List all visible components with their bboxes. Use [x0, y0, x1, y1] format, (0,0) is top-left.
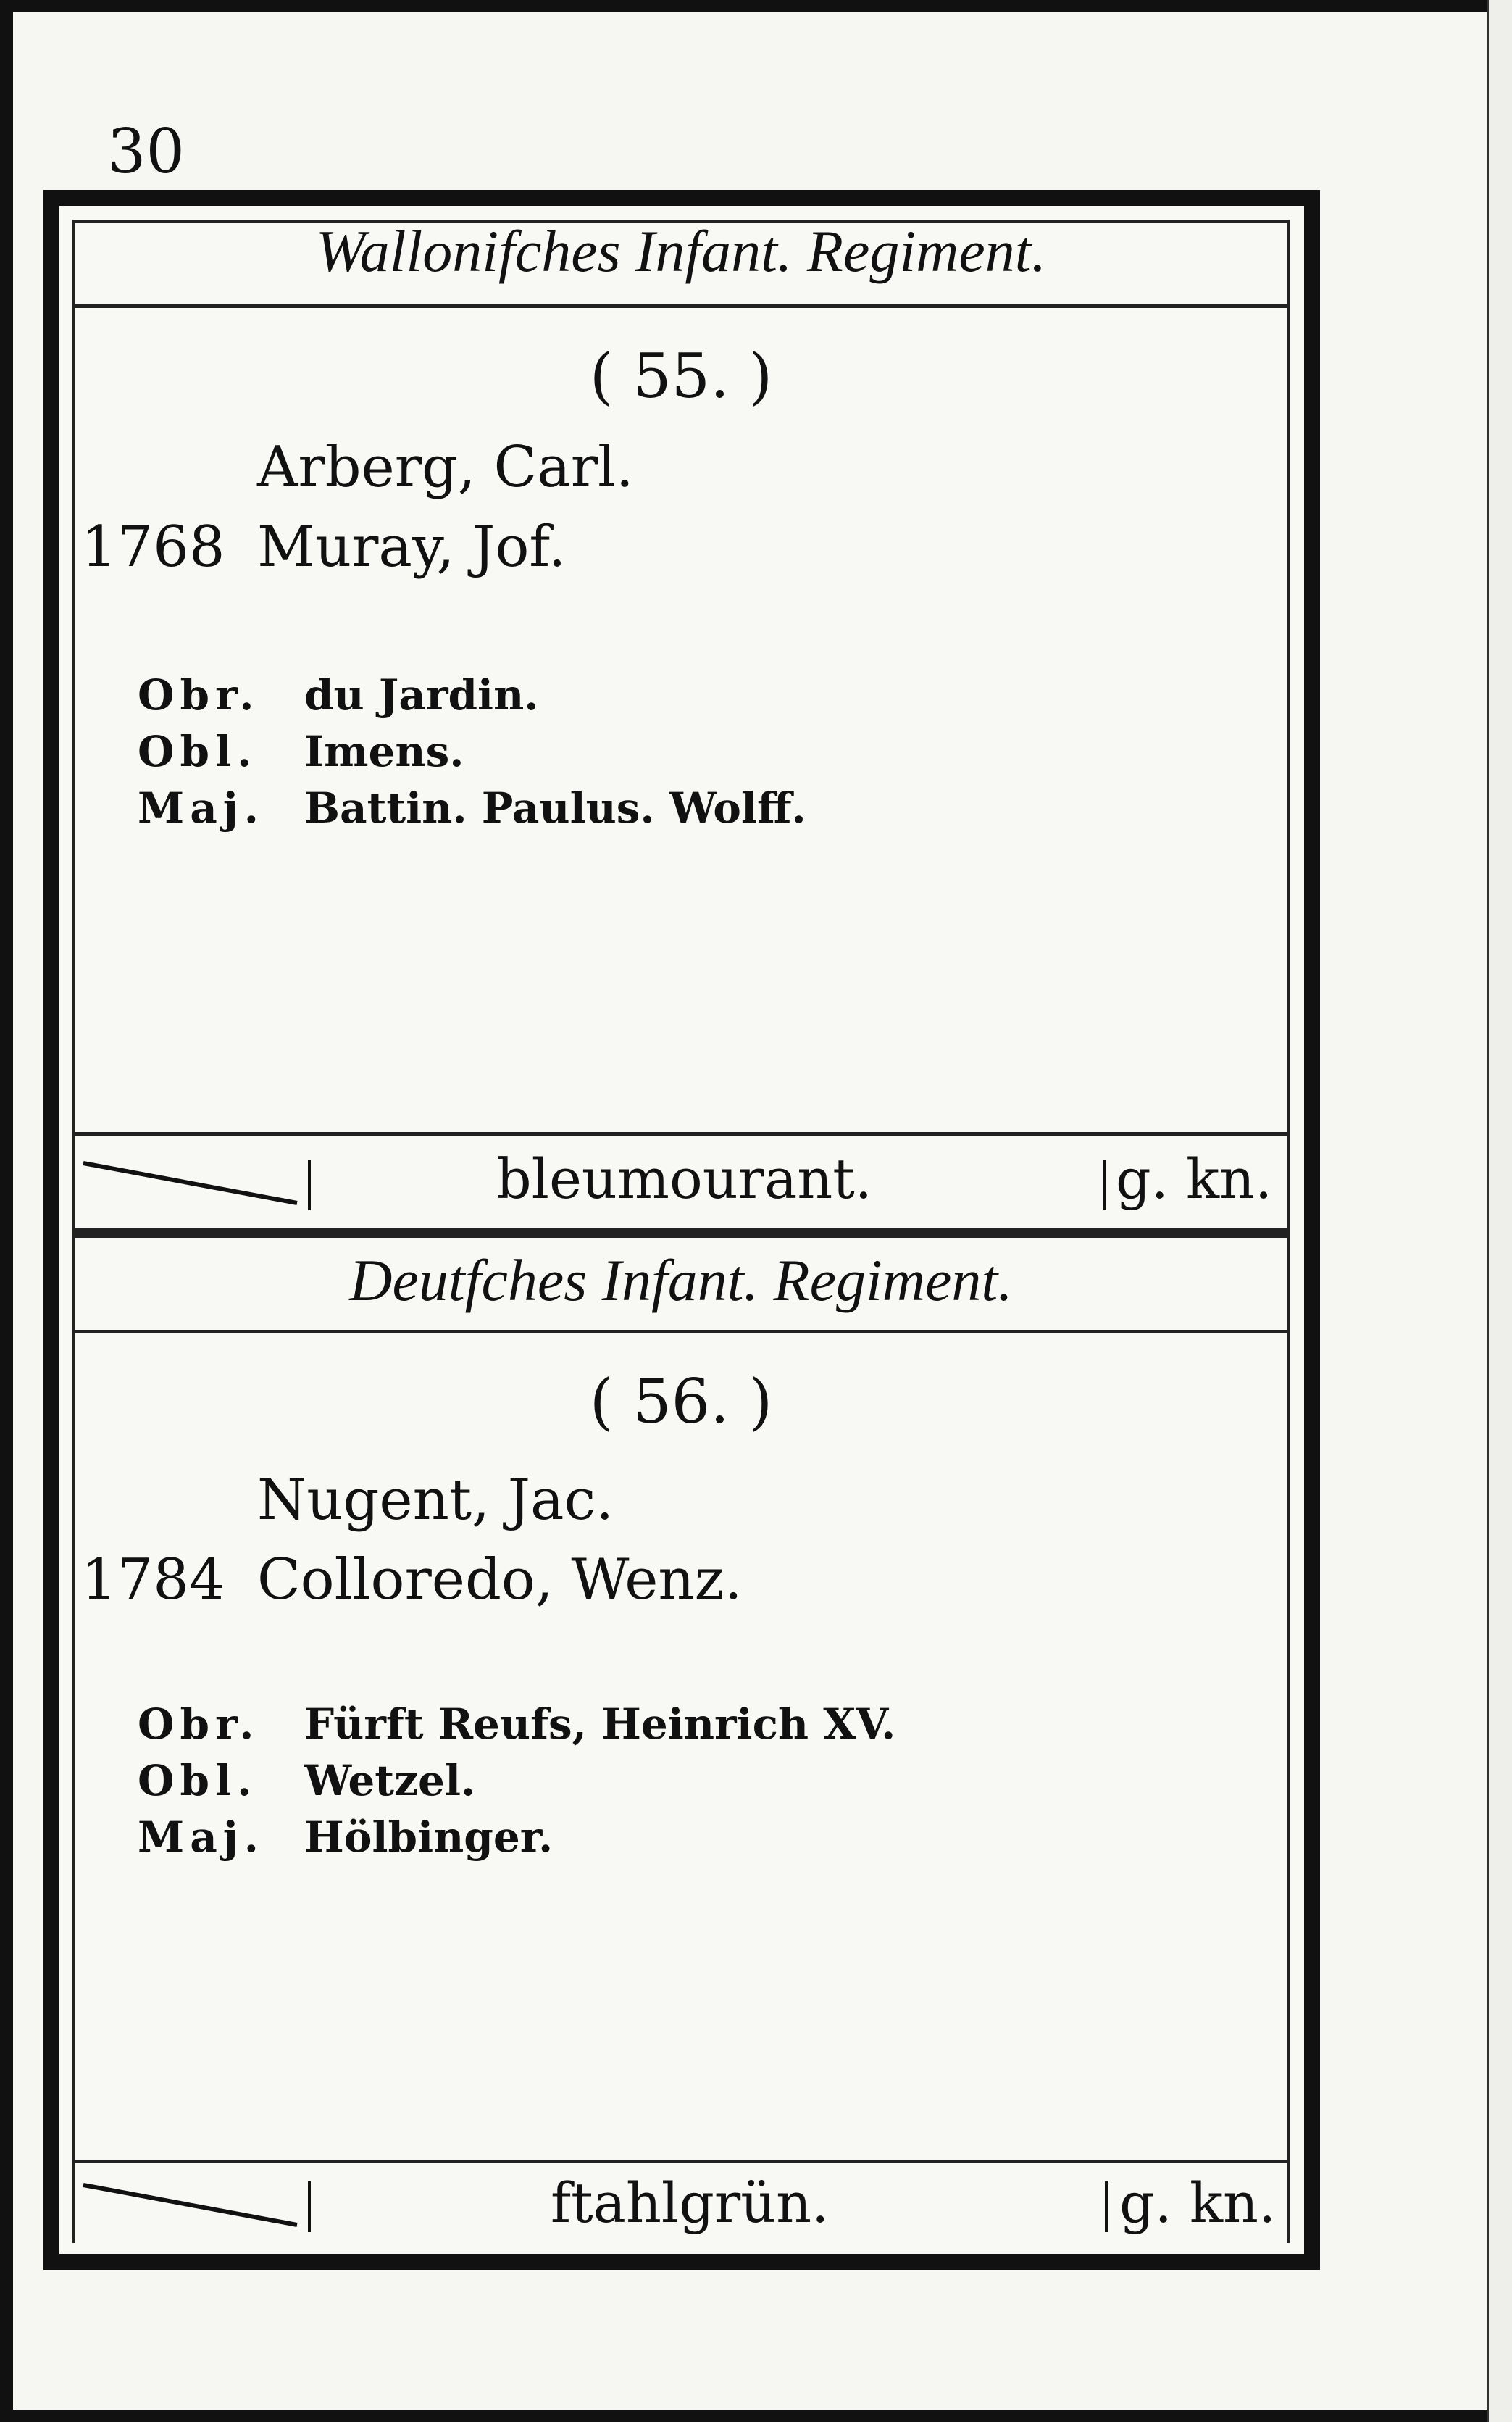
- officer-names: du Jardin.: [304, 670, 539, 720]
- officer-row: [138, 670, 538, 720]
- officer-row: [138, 1699, 895, 1749]
- scan-edge-bottom: [0, 2410, 1512, 2422]
- officer-row: [138, 783, 806, 833]
- diagonal-stroke: [80, 1152, 304, 1210]
- officer-names: Imens.: [304, 727, 464, 776]
- regiment-number: ( 56. ): [589, 1366, 773, 1437]
- regiment-title: Deutfches Infant. Regiment.: [349, 1247, 1013, 1313]
- title-rule-bottom: [72, 304, 1290, 308]
- owner-name: Colloredo, Wenz.: [257, 1547, 743, 1612]
- officer-names: Fürft Reufs, Heinrich XV.: [304, 1699, 896, 1749]
- regiment-number: ( 55. ): [589, 341, 773, 412]
- facing-colour: ftahlgrün.: [551, 2171, 830, 2235]
- scan-edge-top: [0, 0, 1512, 12]
- officer-rank: Maj.: [138, 783, 264, 833]
- button-colour: g. kn.: [1119, 2171, 1277, 2235]
- owner-name: Nugent, Jac.: [257, 1468, 614, 1533]
- section-separator: [72, 1228, 1290, 1238]
- page-number: 30: [107, 116, 185, 187]
- officer-names: Battin. Paulus. Wolff.: [304, 783, 806, 833]
- owner-year: 1784: [81, 1547, 225, 1612]
- owner-name: Muray, Jof.: [257, 515, 567, 580]
- facing-rule-top: [72, 1132, 1290, 1136]
- officer-row: [138, 1756, 475, 1805]
- column-divider: [1103, 1160, 1106, 1210]
- column-divider: [308, 2181, 311, 2232]
- column-divider: [308, 1160, 311, 1210]
- button-colour: g. kn.: [1116, 1147, 1273, 1211]
- facing-colour: bleumourant.: [496, 1147, 872, 1211]
- column-divider: [1105, 2181, 1108, 2232]
- officer-row: [138, 1813, 553, 1862]
- facing-rule-top: [72, 2160, 1290, 2163]
- title-rule-bottom: [72, 1330, 1290, 1333]
- owner-year: 1768: [81, 515, 225, 580]
- diagonal-stroke: [80, 2174, 304, 2232]
- officer-names: Hölbinger.: [304, 1813, 554, 1862]
- owner-name: Arberg, Carl.: [257, 435, 634, 500]
- regiment-title: Wallonifches Infant. Regiment.: [315, 218, 1047, 284]
- officer-rank: Obl.: [138, 1756, 258, 1805]
- scan-edge-left: [0, 0, 13, 2422]
- officer-rank: Obr.: [138, 670, 260, 720]
- officer-row: [138, 727, 464, 776]
- officer-names: Wetzel.: [304, 1756, 476, 1805]
- officer-rank: Obr.: [138, 1699, 260, 1749]
- officer-rank: Obl.: [138, 727, 258, 776]
- officer-rank: Maj.: [138, 1813, 264, 1862]
- adjacent-page-edge: [1487, 0, 1512, 2422]
